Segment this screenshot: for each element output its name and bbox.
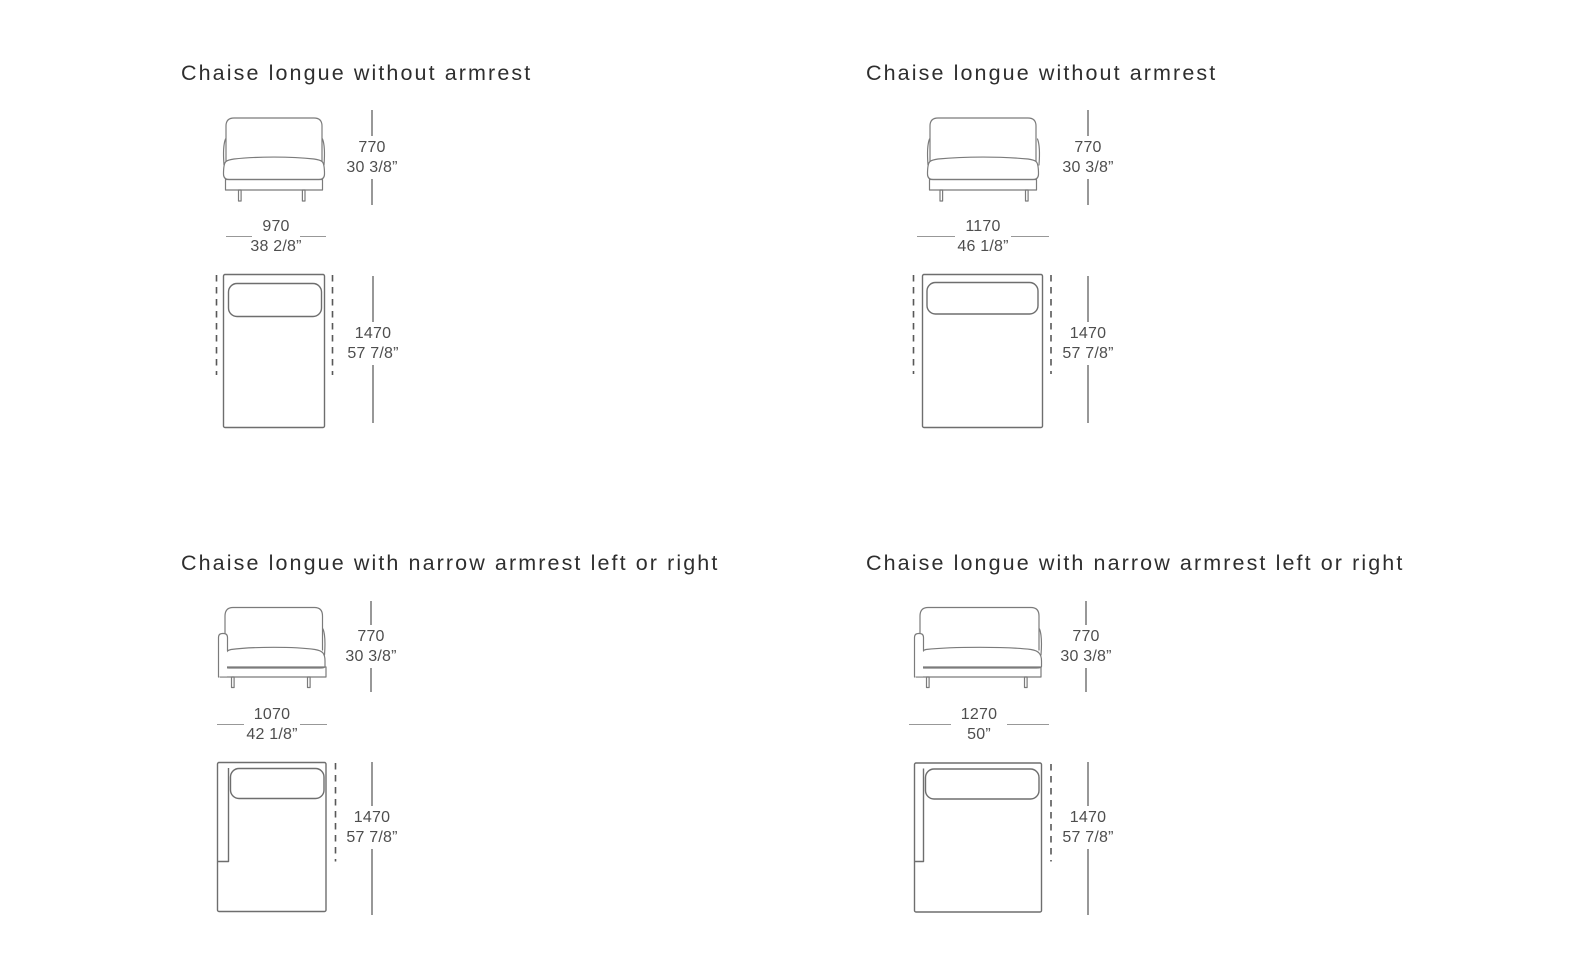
base-frame-outline bbox=[930, 180, 1037, 191]
seat-plan-outline bbox=[915, 763, 1042, 912]
back-cushion-plan bbox=[927, 283, 1038, 315]
dimension-line bbox=[1007, 724, 1049, 726]
dimension-value-inches: 38 2/8” bbox=[250, 238, 302, 255]
sofa-leg bbox=[1025, 677, 1028, 688]
narrow-armrest-plan bbox=[915, 769, 924, 862]
backrest-outline bbox=[930, 118, 1036, 161]
backrest-side-outline bbox=[1040, 629, 1042, 655]
variant-title: Chaise longue with narrow armrest left or right bbox=[866, 550, 1405, 575]
sofa-top-view-drawing bbox=[906, 268, 1058, 432]
sofa-top-view-drawing bbox=[906, 756, 1058, 918]
dimension-line bbox=[909, 724, 951, 726]
dimension-value-inches: 57 7/8” bbox=[347, 345, 399, 362]
dimension-line bbox=[370, 601, 372, 625]
depth-dimension bbox=[342, 762, 402, 915]
dimension-line bbox=[217, 724, 244, 726]
seat-plan-outline bbox=[923, 275, 1043, 428]
dimension-value-inches: 30 3/8” bbox=[1060, 648, 1112, 665]
dimension-value-mm: 1470 bbox=[1069, 809, 1107, 826]
sofa-leg bbox=[232, 677, 235, 688]
height-dimension bbox=[341, 601, 401, 692]
back-cushion-plan bbox=[926, 769, 1040, 799]
dimension-line bbox=[1085, 601, 1087, 625]
dimension-line bbox=[1087, 110, 1089, 136]
width-dimension bbox=[891, 706, 1067, 743]
dimension-value-inches: 46 1/8” bbox=[957, 238, 1009, 255]
dimension-value-mm: 1070 bbox=[253, 706, 291, 723]
dimension-line bbox=[371, 179, 373, 205]
depth-dimension bbox=[1058, 762, 1118, 915]
dimension-line bbox=[371, 849, 373, 915]
dimension-value-mm: 770 bbox=[357, 628, 385, 645]
dimension-value-inches: 57 7/8” bbox=[1062, 345, 1114, 362]
sofa-leg bbox=[239, 190, 242, 201]
seat-cushion-outline bbox=[928, 157, 1039, 179]
narrow-armrest-plan bbox=[218, 768, 229, 862]
dimension-line bbox=[1087, 276, 1089, 322]
dimension-value-inches: 30 3/8” bbox=[1062, 159, 1114, 176]
dimension-line bbox=[372, 276, 374, 322]
sofa-top-view-drawing bbox=[208, 756, 344, 918]
dimension-value-inches: 42 1/8” bbox=[246, 726, 298, 743]
dimension-value-inches: 50” bbox=[967, 726, 991, 743]
dimension-line bbox=[1087, 762, 1089, 806]
variant-title: Chaise longue without armrest bbox=[181, 60, 533, 85]
dimension-line bbox=[300, 724, 327, 726]
armrest-fill bbox=[219, 634, 227, 677]
back-cushion-plan bbox=[231, 769, 325, 799]
seat-cushion-outline bbox=[224, 157, 325, 179]
dimension-value-mm: 770 bbox=[358, 139, 386, 156]
base-frame-outline bbox=[226, 180, 323, 191]
backrest-outline bbox=[226, 118, 322, 161]
dimension-line bbox=[371, 762, 373, 806]
height-dimension bbox=[1056, 601, 1116, 692]
dimension-value-mm: 970 bbox=[262, 218, 290, 235]
sofa-leg bbox=[940, 190, 943, 201]
dimension-line bbox=[1085, 668, 1087, 692]
width-dimension bbox=[184, 706, 360, 743]
variant-title: Chaise longue without armrest bbox=[866, 60, 1218, 85]
dimension-value-inches: 57 7/8” bbox=[1062, 829, 1114, 846]
backrest-side-outline bbox=[1038, 139, 1040, 165]
dimension-line bbox=[1011, 236, 1049, 238]
width-dimension bbox=[188, 218, 364, 255]
dimension-line bbox=[917, 236, 955, 238]
dimension-value-mm: 1470 bbox=[354, 325, 392, 342]
dimension-line bbox=[370, 668, 372, 692]
dimension-line bbox=[1087, 849, 1089, 915]
backrest-outline bbox=[225, 608, 323, 651]
backrest-side-outline bbox=[224, 139, 226, 165]
seat-plan-outline bbox=[218, 763, 327, 912]
armrest-fill bbox=[915, 634, 923, 677]
sofa-front-view-drawing bbox=[908, 598, 1050, 694]
depth-dimension bbox=[1058, 276, 1118, 423]
sofa-leg bbox=[927, 677, 930, 688]
sofa-front-view-drawing bbox=[212, 598, 334, 694]
variant-title: Chaise longue with narrow armrest left or right bbox=[181, 550, 720, 575]
seat-plan-outline bbox=[224, 275, 325, 428]
back-cushion-plan bbox=[229, 284, 322, 317]
dimension-line bbox=[226, 236, 252, 238]
dimension-value-mm: 1470 bbox=[1069, 325, 1107, 342]
backrest-side-outline bbox=[323, 139, 325, 165]
height-dimension bbox=[342, 110, 402, 205]
width-dimension bbox=[895, 218, 1071, 255]
sofa-front-view-drawing bbox=[917, 108, 1049, 204]
dimension-value-mm: 1270 bbox=[960, 706, 998, 723]
dimension-value-mm: 1170 bbox=[965, 218, 1001, 235]
dimension-value-mm: 1470 bbox=[353, 809, 391, 826]
dimension-line bbox=[371, 110, 373, 136]
dimension-value-inches: 30 3/8” bbox=[345, 648, 397, 665]
depth-dimension bbox=[343, 276, 403, 423]
dimension-line bbox=[372, 365, 374, 423]
dimension-line bbox=[1087, 365, 1089, 423]
seat-cushion-outline bbox=[226, 647, 325, 668]
sofa-top-view-drawing bbox=[208, 268, 340, 432]
dimension-value-mm: 770 bbox=[1072, 628, 1100, 645]
sofa-leg bbox=[308, 677, 311, 688]
backrest-side-outline bbox=[323, 629, 325, 655]
dimension-value-mm: 770 bbox=[1074, 139, 1102, 156]
sofa-leg bbox=[302, 190, 305, 201]
sofa-front-view-drawing bbox=[212, 108, 334, 204]
sofa-leg bbox=[1026, 190, 1029, 201]
dimension-line bbox=[300, 236, 326, 238]
backrest-side-outline bbox=[928, 139, 930, 165]
dimension-line bbox=[1087, 179, 1089, 205]
backrest-outline bbox=[920, 608, 1039, 651]
height-dimension bbox=[1058, 110, 1118, 205]
seat-cushion-outline bbox=[921, 647, 1042, 668]
dimension-value-inches: 57 7/8” bbox=[346, 829, 398, 846]
dimension-value-inches: 30 3/8” bbox=[346, 159, 398, 176]
